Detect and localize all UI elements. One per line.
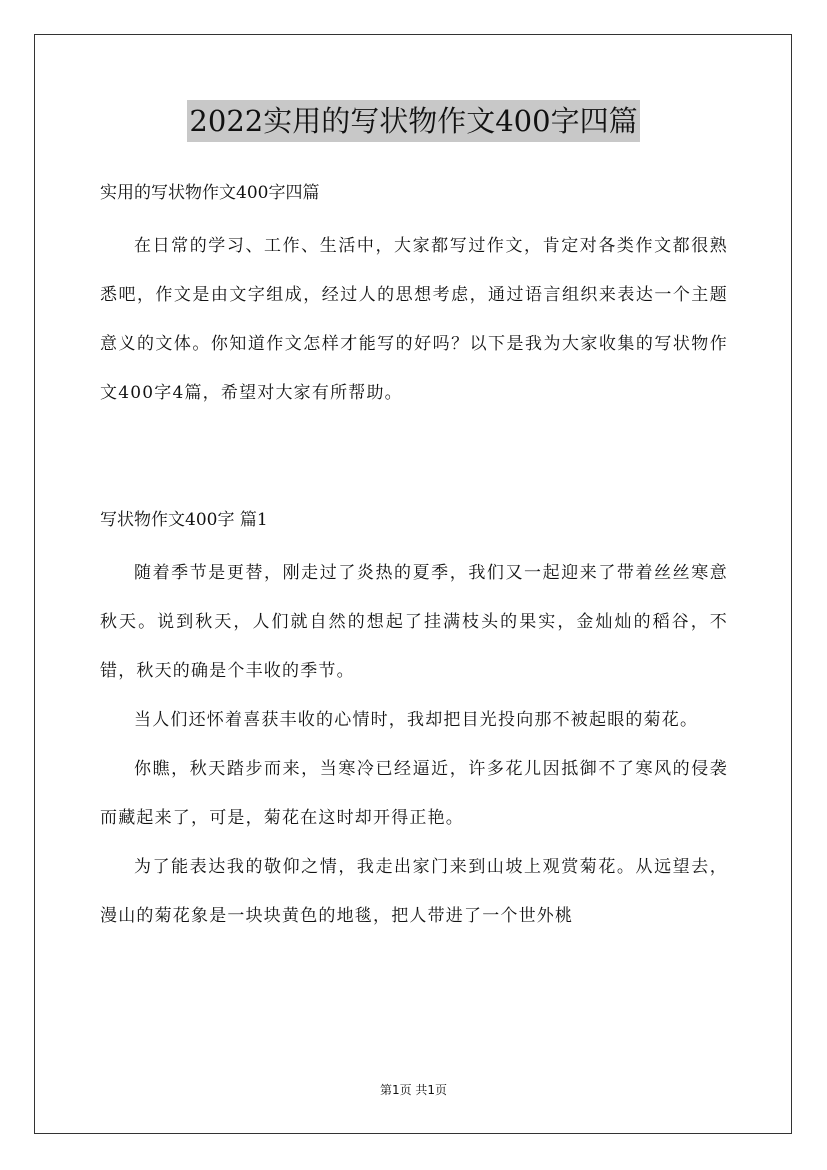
section-heading: 写状物作文400字 篇1 bbox=[100, 510, 268, 530]
title-container bbox=[0, 100, 827, 142]
intro-paragraph: 在日常的学习、工作、生活中，大家都写过作文，肯定对各类作文都很熟悉吧，作文是由文字组成，经过人的思想考虑，通过语言组织来表达一个主题意义的文体。你知道作文怎样才能写的好吗？以下是我为大家收集的写状物作文400字4篇，希望对大家有所帮助。 bbox=[100, 236, 728, 403]
body-paragraph: 你瞧，秋天踏步而来，当寒冷已经逼近，许多花儿因抵御不了寒风的侵袭而藏起来了，可是，菊花在这时却开得正艳。 bbox=[100, 759, 728, 828]
document-subtitle: 实用的写状物作文400字四篇 bbox=[100, 183, 320, 203]
body-paragraph: 为了能表达我的敬仰之情，我走出家门来到山坡上观赏菊花。从远望去，漫山的菊花象是一块块黄色的地毯，把人带进了一个世外桃 bbox=[100, 857, 728, 926]
body-paragraph: 当人们还怀着喜获丰收的心情时，我却把目光投向那不被起眼的菊花。 bbox=[134, 710, 699, 730]
document-title: 2022实用的写状物作文400字四篇 bbox=[187, 100, 639, 142]
intro-section bbox=[100, 222, 728, 418]
section-body bbox=[100, 549, 728, 941]
page-footer: 第1页 共1页 bbox=[379, 1083, 448, 1097]
body-paragraph: 随着季节是更替，刚走过了炎热的夏季，我们又一起迎来了带着丝丝寒意秋天。说到秋天，人们就自然的想起了挂满枝头的果实，金灿灿的稻谷，不错，秋天的确是个丰收的季节。 bbox=[100, 563, 728, 681]
